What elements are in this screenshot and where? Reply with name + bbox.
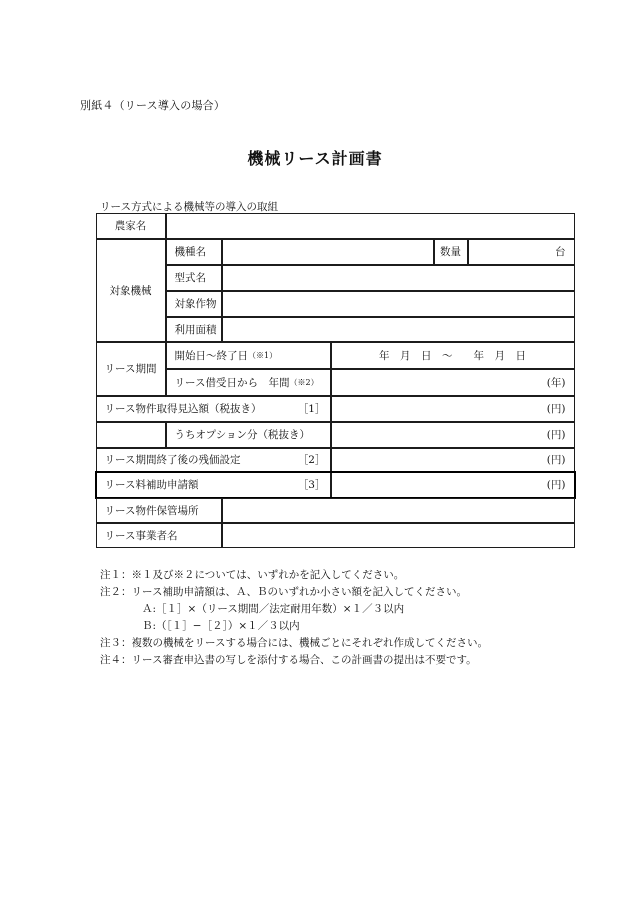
section-subtitle: リース方式による機械等の導入の取組 [100, 201, 278, 213]
model-field[interactable] [222, 265, 575, 291]
subsidy-label [96, 472, 331, 498]
quantity-unit: 台 [555, 246, 566, 258]
option-unit: (円) [546, 429, 566, 441]
note-ref-2: （※2） [289, 377, 319, 387]
option-spacer [96, 422, 166, 448]
note-2-formula-b: Ｂ:（［１］−［２］）×１／３以内 [142, 620, 300, 632]
acquisition-ref: ［1］ [297, 403, 326, 415]
target-crop-label: 対象作物 [166, 291, 222, 317]
quantity-label: 数量 [434, 239, 468, 265]
date-range-field[interactable] [331, 342, 575, 369]
lessor-name-field[interactable] [222, 523, 575, 548]
usage-area-field[interactable] [222, 317, 575, 342]
usage-area-label: 利用面積 [166, 317, 222, 342]
option-label: うちオプション分（税抜き） [166, 422, 331, 448]
target-machine-label: 対象機械 [96, 239, 166, 342]
quantity-field[interactable] [468, 239, 575, 265]
start-end-date-label [166, 342, 331, 369]
note-2-formula-a: Ａ:［１］×（リース期間／法定耐用年数）×１／３以内 [142, 603, 405, 615]
acquisition-unit: (円) [546, 403, 566, 415]
residual-unit: (円) [546, 454, 566, 466]
note-1: 注１：※１及び※２については、いずれかを記入してください。 [100, 569, 405, 581]
acquisition-text: リース物件取得見込額（税抜き） [104, 403, 262, 415]
lease-plan-table [96, 213, 575, 548]
subsidy-field[interactable] [331, 472, 575, 498]
note-3: 注３：複数の機械をリースする場合には、機械ごとにそれぞれ作成してください。 [100, 637, 488, 649]
residual-ref: ［2］ [297, 454, 326, 466]
annex-label: 別紙４（リース導入の場合） [80, 99, 226, 112]
page-title: 機械リース計画書 [247, 149, 383, 168]
residual-field[interactable] [331, 448, 575, 472]
subsidy-unit: (円) [546, 479, 566, 491]
lease-years-text: リース借受日から 年間 [174, 376, 290, 389]
target-crop-field[interactable] [222, 291, 575, 317]
model-label: 型式名 [166, 265, 222, 291]
residual-text: リース期間終了後の残価設定 [104, 454, 241, 466]
machine-type-label: 機種名 [166, 239, 222, 265]
lease-years-field[interactable] [331, 369, 575, 396]
note-4: 注４：リース審査申込書の写しを添付する場合、この計画書の提出は不要です。 [100, 654, 477, 666]
storage-location-field[interactable] [222, 498, 575, 523]
date-range-text: 年 月 日 ～ 年 月 日 [379, 349, 526, 362]
acquisition-field[interactable] [331, 396, 575, 422]
notes-section [100, 567, 488, 669]
year-unit: (年) [546, 376, 566, 389]
lessor-name-label: リース事業者名 [96, 523, 222, 548]
lease-period-label: リース期間 [96, 342, 166, 396]
machine-type-field[interactable] [222, 239, 434, 265]
subsidy-text: リース料補助申請額 [104, 479, 199, 491]
note-2: 注２：リース補助申請額は、Ａ、Ｂのいずれか小さい額を記入してください。 [100, 586, 467, 598]
option-field[interactable] [331, 422, 575, 448]
subsidy-ref: ［3］ [297, 479, 326, 491]
farmer-name-label: 農家名 [96, 213, 166, 239]
storage-location-label: リース物件保管場所 [96, 498, 222, 523]
lease-years-label [166, 369, 331, 396]
residual-label [96, 448, 331, 472]
note-ref-1: （※1） [248, 350, 278, 360]
acquisition-label [96, 396, 331, 422]
start-end-text: 開始日～終了日 [174, 349, 248, 362]
farmer-name-field[interactable] [166, 213, 575, 239]
